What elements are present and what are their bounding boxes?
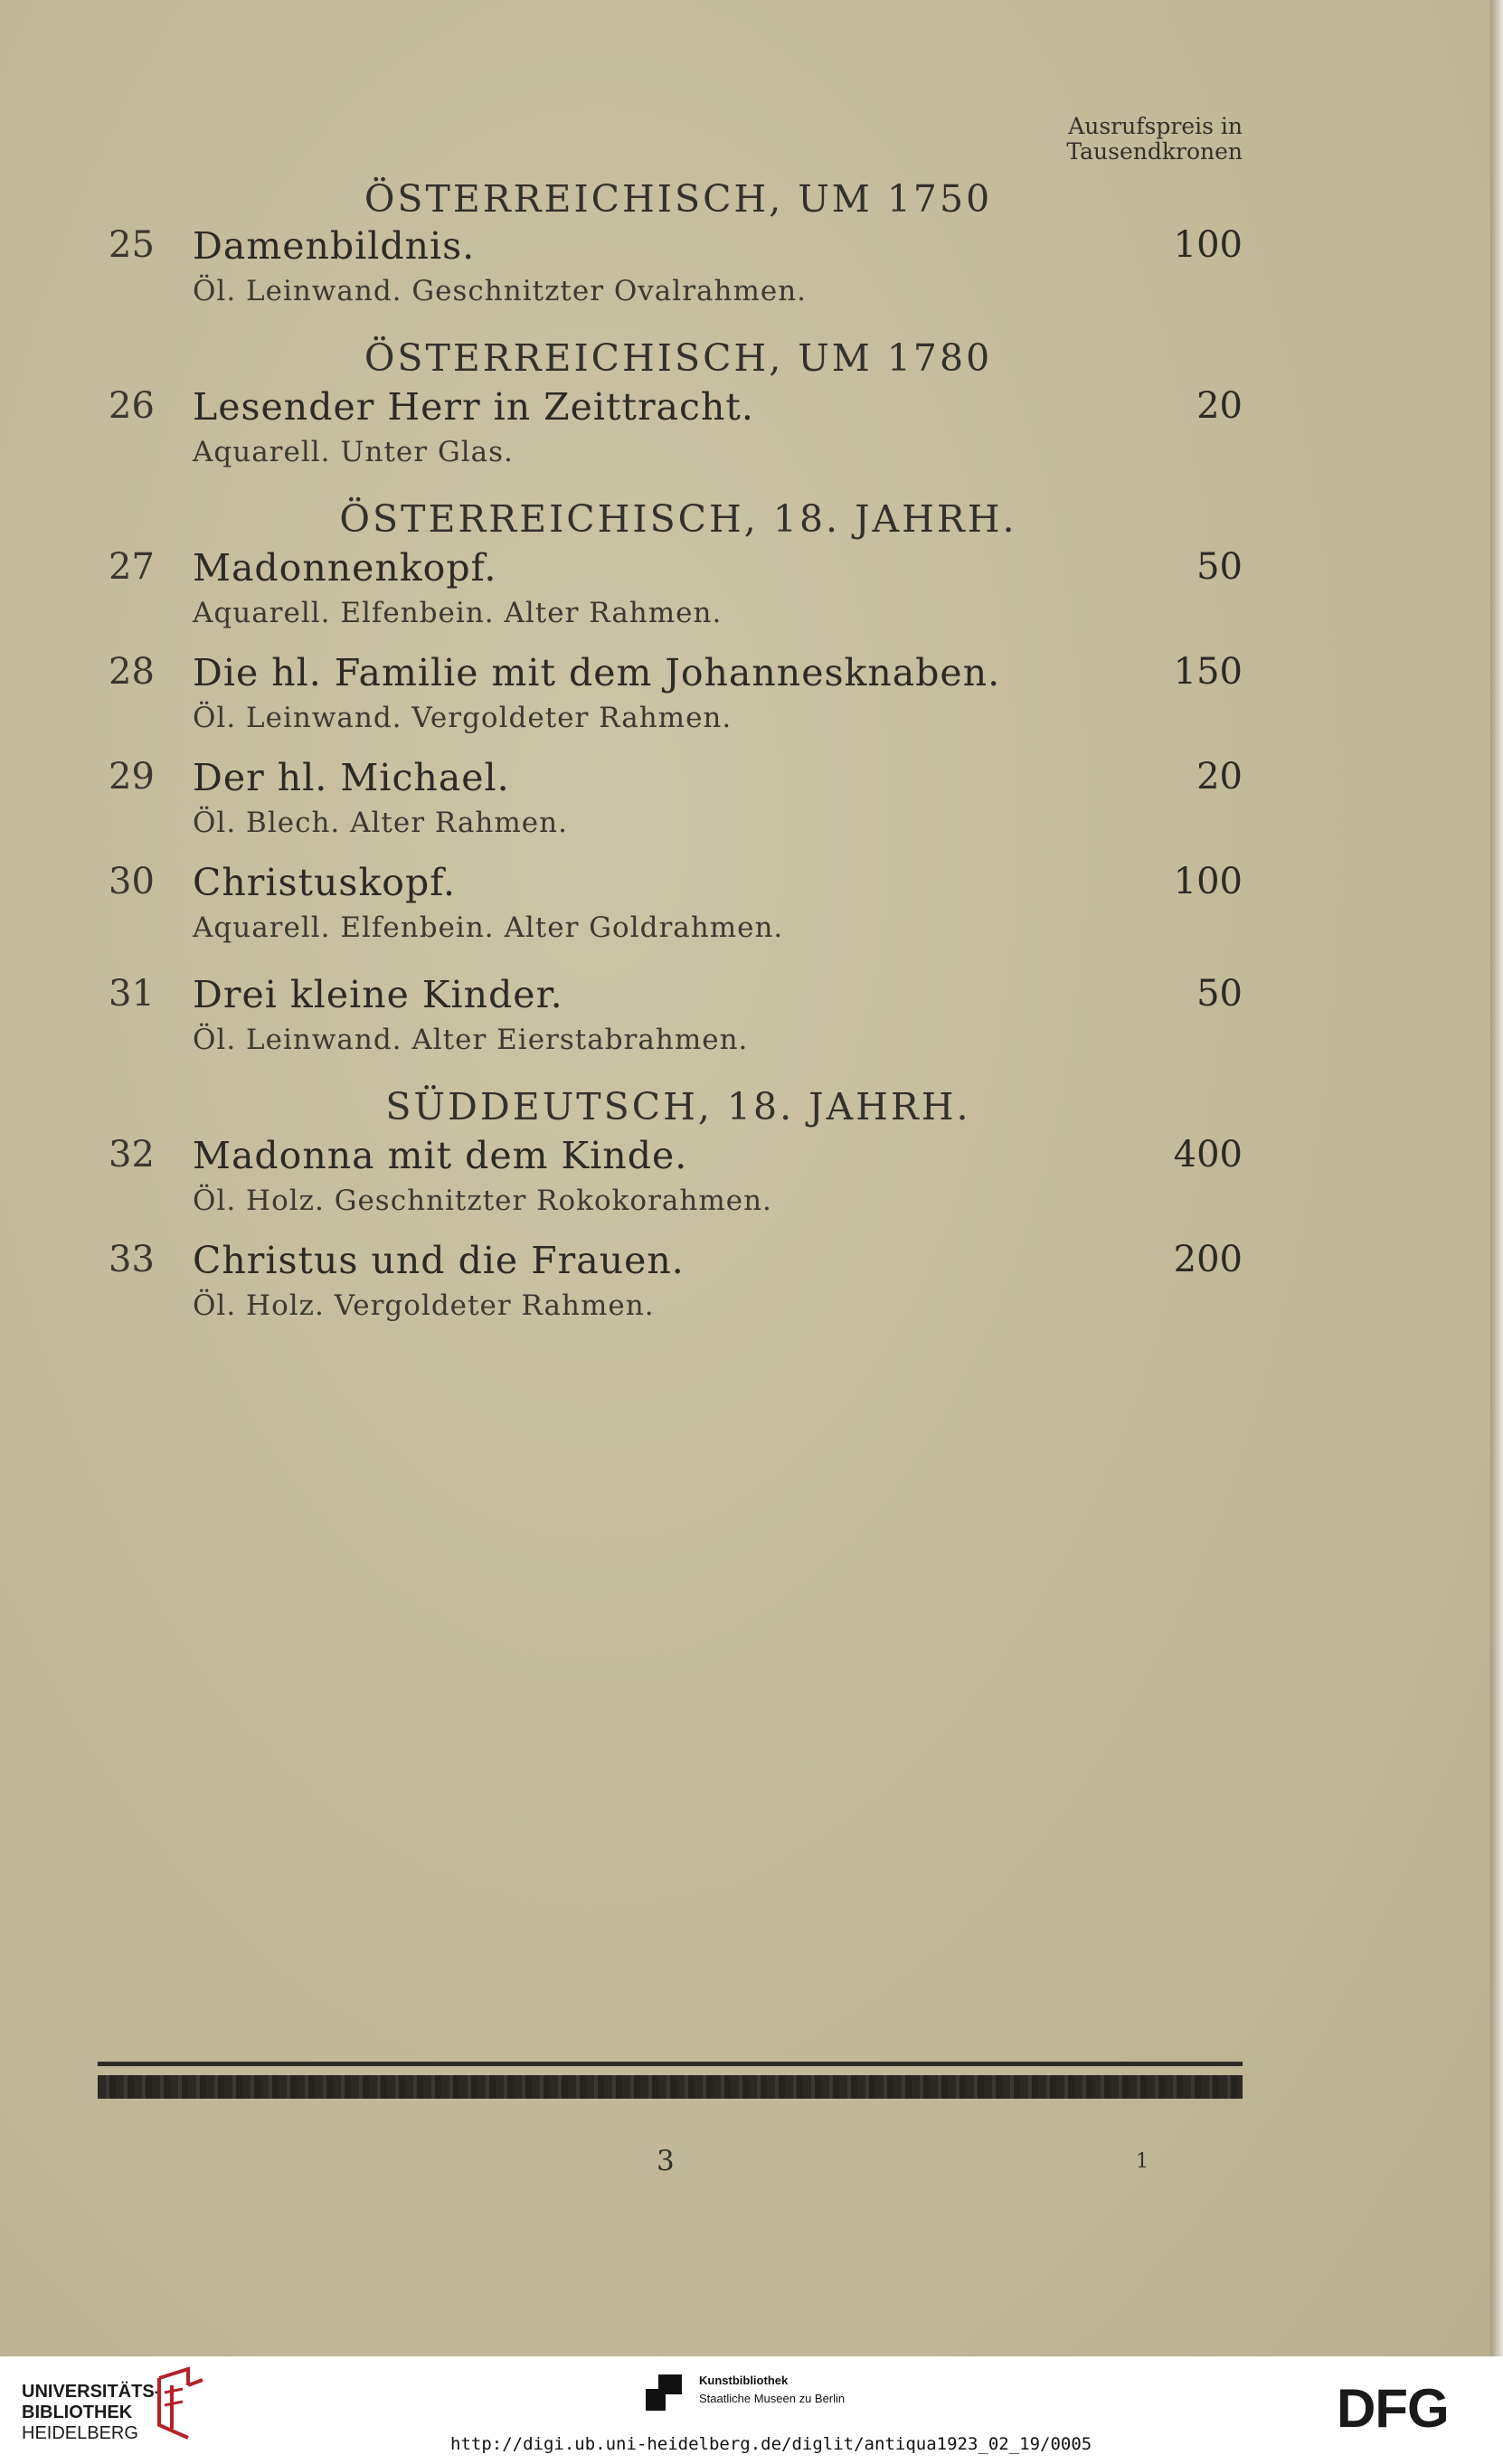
lot-title: Drei kleine Kinder. — [193, 973, 563, 1016]
lot-title: Christuskopf. — [193, 861, 456, 904]
lot-description: Öl. Leinwand. Vergoldeter Rahmen. — [193, 702, 733, 734]
lot-number: 29 — [109, 756, 155, 798]
lot-price: 50 — [1196, 546, 1243, 588]
lot-title: Lesender Herr in Zeittracht. — [193, 385, 754, 429]
lot-number: 32 — [109, 1134, 155, 1175]
lot-description: Öl. Holz. Vergoldeter Rahmen. — [193, 1289, 655, 1322]
lot-price: 50 — [1196, 973, 1243, 1015]
lot-number: 30 — [109, 861, 155, 902]
kunstbibliothek-logo-icon — [640, 2369, 691, 2418]
lot-price: 200 — [1173, 1239, 1243, 1280]
lot-price: 150 — [1173, 651, 1243, 693]
lot-title: Madonnenkopf. — [193, 546, 497, 590]
lot-title: Christus und die Frauen. — [193, 1239, 685, 1282]
lot-number: 31 — [109, 973, 155, 1015]
lot-description: Aquarell. Elfenbein. Alter Rahmen. — [193, 597, 723, 629]
page-edge — [1490, 0, 1503, 2356]
section-heading: ÖSTERREICHISCH, UM 1780 — [364, 336, 993, 380]
lot-number: 33 — [109, 1239, 155, 1280]
lot-price: 20 — [1196, 385, 1243, 427]
page-number: 3 — [657, 2145, 675, 2177]
ub-heidelberg-label — [22, 2382, 160, 2444]
lot-number: 27 — [109, 546, 155, 588]
lot-description: Öl. Blech. Alter Rahmen. — [193, 807, 568, 839]
lot-description: Aquarell. Unter Glas. — [193, 436, 514, 468]
ub-heidelberg-logo-icon — [152, 2365, 208, 2441]
ub-line2: BIBLIOTHEK — [22, 2403, 133, 2422]
kb-line1: Kunstbibliothek — [699, 2374, 789, 2387]
section-heading: ÖSTERREICHISCH, UM 1750 — [364, 177, 993, 221]
lot-price: 20 — [1196, 756, 1243, 798]
lot-title: Der hl. Michael. — [193, 756, 510, 799]
lot-description: Öl. Leinwand. Alter Eierstabrahmen. — [193, 1024, 749, 1056]
signature-mark: 1 — [1136, 2150, 1149, 2173]
price-header-line1: Ausrufspreis in — [1068, 113, 1243, 139]
permalink-url[interactable]: http://digi.ub.uni-heidelberg.de/diglit/antiqua1923_02_19/0005 — [450, 2434, 1092, 2454]
lot-price: 100 — [1173, 861, 1243, 902]
section-heading: ÖSTERREICHISCH, 18. JAHRH. — [339, 497, 1017, 541]
dfg-logo: DFG — [1337, 2378, 1449, 2439]
lot-title: Madonna mit dem Kinde. — [193, 1134, 688, 1177]
lot-number: 28 — [109, 651, 155, 693]
lot-title: Damenbildnis. — [193, 224, 476, 268]
kunstbibliothek-label — [699, 2372, 845, 2408]
lot-description: Öl. Leinwand. Geschnitzter Ovalrahmen. — [193, 275, 808, 307]
section-heading: SÜDDEUTSCH, 18. JAHRH. — [385, 1085, 971, 1128]
lot-number: 25 — [109, 224, 155, 266]
price-header-line2: Tausendkronen — [1066, 138, 1243, 165]
price-column-header — [995, 114, 1243, 165]
divider-thin — [98, 2062, 1243, 2066]
lot-description: Öl. Holz. Geschnitzter Rokokorahmen. — [193, 1185, 772, 1217]
lot-number: 26 — [109, 385, 155, 427]
divider-thick — [98, 2075, 1243, 2099]
ub-line1: UNIVERSITÄTS- — [22, 2382, 161, 2402]
lot-price: 400 — [1173, 1134, 1243, 1175]
lot-price: 100 — [1173, 224, 1243, 266]
lot-title: Die hl. Familie mit dem Johannesknaben. — [193, 651, 1001, 694]
ub-line3: HEIDELBERG — [22, 2423, 138, 2443]
lot-description: Aquarell. Elfenbein. Alter Goldrahmen. — [193, 911, 784, 944]
kb-line2: Staatliche Museen zu Berlin — [699, 2392, 846, 2405]
